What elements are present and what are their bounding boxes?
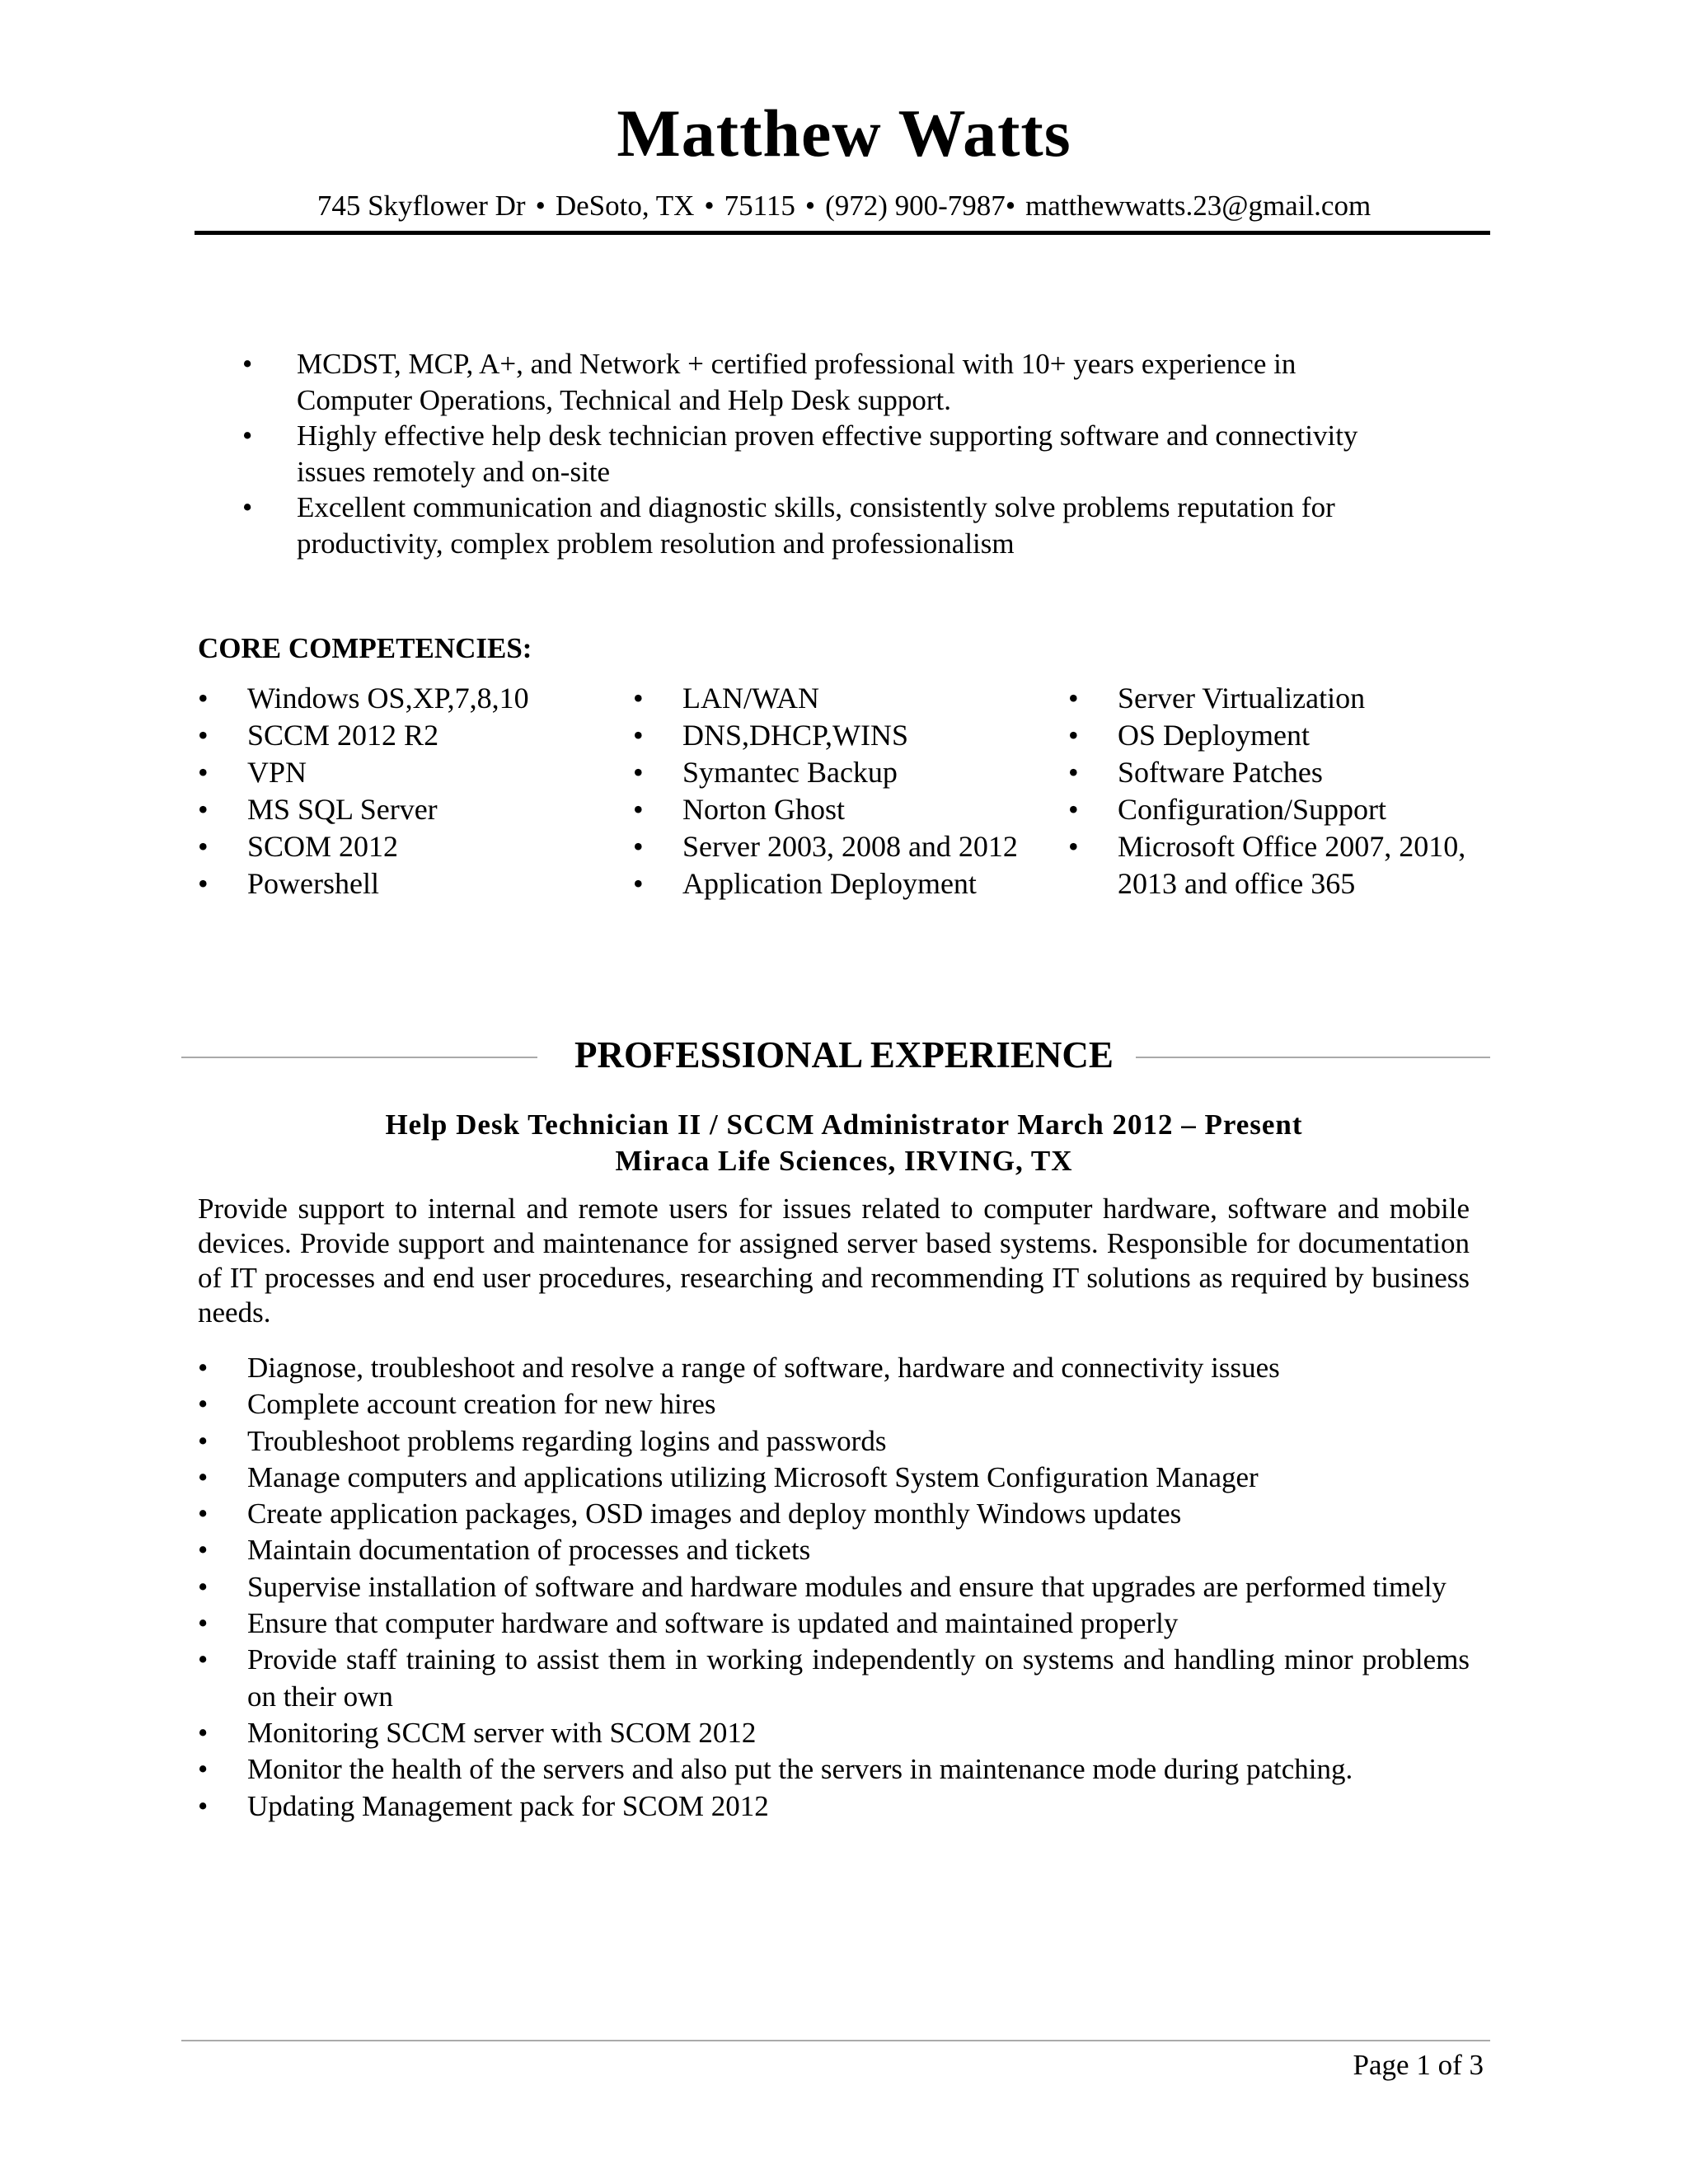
bullet-icon: • <box>633 756 644 789</box>
bullet-icon: • <box>198 1497 209 1530</box>
duty-item <box>198 1715 1470 1751</box>
bullet-icon: • <box>198 756 209 789</box>
bullet-icon: • <box>198 867 209 900</box>
bullet-icon: • <box>198 1643 209 1676</box>
bullet-icon: • <box>1068 830 1079 863</box>
competency-item <box>633 791 1062 828</box>
competency-text: Norton Ghost <box>682 793 845 826</box>
bullet-icon: • <box>198 1352 209 1384</box>
competency-item <box>1068 754 1497 791</box>
duty-text: Updating Management pack for SCOM 2012 <box>247 1789 769 1822</box>
competency-item <box>633 828 1062 865</box>
competency-text: Windows OS,XP,7,8,10 <box>247 682 529 715</box>
duty-text: Troubleshoot problems regarding logins and passwords <box>247 1424 887 1457</box>
address: 745 Skyflower Dr <box>316 190 526 222</box>
bullet-icon: • <box>633 682 644 715</box>
summary-line: productivity, complex problem resolution and professionalism <box>297 527 1015 560</box>
job-title: Help Desk Technician II / SCCM Administrator March 2012 – Present <box>385 1108 1303 1141</box>
duty-text: Monitoring SCCM server with SCOM 2012 <box>247 1716 757 1749</box>
competency-text: LAN/WAN <box>682 682 819 715</box>
competency-text: DNS,DHCP,WINS <box>682 719 909 752</box>
bullet-icon: • <box>198 1388 209 1421</box>
competency-text: Microsoft Office 2007, 2010, <box>1118 830 1466 863</box>
bullet-icon: • <box>1068 719 1079 752</box>
competency-item <box>198 828 626 865</box>
header-divider <box>195 231 1490 235</box>
duty-item <box>198 1532 1470 1568</box>
competency-text: SCCM 2012 R2 <box>247 719 439 752</box>
duty-text: Monitor the health of the servers and also put the servers in maintenance mode during patching. <box>247 1753 1353 1786</box>
city: DeSoto, TX <box>555 190 695 222</box>
email: matthewwatts.23@gmail.com <box>1025 190 1372 222</box>
competency-item <box>633 680 1062 717</box>
job-description: Provide support to internal and remote users for issues related to computer hardware, software and mobile devices. Provide support and maintenance for assigned server based systems. Responsible for documentation of IT processes and end user procedures, researching and recommending IT solutions as required by business needs. <box>198 1193 1470 1329</box>
bullet-icon: • <box>198 1607 209 1640</box>
duty-item <box>198 1386 1470 1422</box>
duty-item <box>198 1460 1470 1496</box>
bullet-icon: • <box>198 1789 209 1822</box>
competency-column-1 <box>198 680 626 902</box>
summary-list <box>195 346 1447 561</box>
summary-line: Highly effective help desk technician proven effective supporting software and connectivity <box>297 419 1358 452</box>
separator: • <box>704 190 715 222</box>
bullet-icon: • <box>1068 793 1079 826</box>
competency-text: Application Deployment <box>682 867 977 900</box>
competency-item <box>198 680 626 717</box>
competency-column-2 <box>633 680 1062 902</box>
competency-text: VPN <box>247 756 307 789</box>
competency-text: Server 2003, 2008 and 2012 <box>682 830 1018 863</box>
duty-text: Maintain documentation of processes and tickets <box>247 1534 811 1567</box>
bullet-icon: • <box>633 830 644 863</box>
bullet-icon: • <box>198 719 209 752</box>
duty-text: Manage computers and applications utilizing Microsoft System Configuration Manager <box>247 1460 1259 1493</box>
competency-item <box>1068 828 1497 902</box>
duty-item <box>198 1788 1470 1825</box>
bullet-icon: • <box>198 1716 209 1749</box>
competency-text: 2013 and office 365 <box>1118 867 1356 900</box>
competency-item <box>633 717 1062 754</box>
competency-text: MS SQL Server <box>247 793 438 826</box>
summary-line: Excellent communication and diagnostic skills, consistently solve problems reputation for <box>297 491 1335 523</box>
page-number: Page 1 of 3 <box>1353 2049 1484 2081</box>
competency-item <box>198 865 626 902</box>
competency-item <box>633 865 1062 902</box>
duty-item <box>198 1350 1470 1386</box>
summary-item <box>195 418 1447 490</box>
competency-text: Server Virtualization <box>1118 682 1366 715</box>
summary-line: issues remotely and on-site <box>297 455 611 488</box>
core-competencies-heading: CORE COMPETENCIES: <box>198 632 532 664</box>
competency-item <box>198 754 626 791</box>
job-company: Miraca Life Sciences, IRVING, TX <box>615 1145 1073 1177</box>
duty-item <box>198 1642 1470 1715</box>
bullet-icon: • <box>633 793 644 826</box>
competency-text: Powershell <box>247 867 379 900</box>
competency-item <box>1068 791 1497 828</box>
competency-column-3 <box>1068 680 1497 902</box>
duty-item <box>198 1569 1470 1605</box>
summary-line: MCDST, MCP, A+, and Network + certified professional with 10+ years experience in <box>297 348 1296 380</box>
duty-text: Ensure that computer hardware and software is updated and maintained properly <box>247 1607 1179 1640</box>
bullet-icon: • <box>198 1753 209 1786</box>
footer-divider <box>181 2040 1490 2041</box>
competency-item <box>198 791 626 828</box>
bullet-icon: • <box>198 682 209 715</box>
competency-text: Configuration/Support <box>1118 793 1386 826</box>
bullet-icon: • <box>242 491 253 523</box>
summary-item <box>195 490 1447 561</box>
competency-text: Symantec Backup <box>682 756 898 789</box>
duties-list <box>198 1350 1470 1825</box>
competency-item <box>1068 717 1497 754</box>
bullet-icon: • <box>198 793 209 826</box>
summary-item <box>195 346 1447 418</box>
summary-line: Computer Operations, Technical and Help Desk support. <box>297 383 951 416</box>
duty-text: Supervise installation of software and hardware modules and ensure that upgrades are performed timely <box>247 1570 1447 1603</box>
competency-item <box>633 754 1062 791</box>
competency-text: OS Deployment <box>1118 719 1310 752</box>
separator: • <box>804 190 816 222</box>
competency-text: SCOM 2012 <box>247 830 399 863</box>
bullet-icon: • <box>633 719 644 752</box>
bullet-icon: • <box>1068 756 1079 789</box>
separator: • <box>535 190 546 222</box>
competency-text: Software Patches <box>1118 756 1323 789</box>
duty-text: Complete account creation for new hires <box>247 1388 716 1421</box>
duty-item <box>198 1751 1470 1788</box>
duty-item <box>198 1423 1470 1460</box>
duty-item <box>198 1496 1470 1532</box>
duty-text: Create application packages, OSD images and deploy monthly Windows updates <box>247 1497 1182 1530</box>
zip: 75115 <box>724 190 795 222</box>
bullet-icon: • <box>198 830 209 863</box>
bullet-icon: • <box>242 348 253 380</box>
bullet-icon: • <box>198 1534 209 1567</box>
competency-item <box>198 717 626 754</box>
duty-text: Provide staff training to assist them in working independently on systems and handling minor problems on their own <box>247 1643 1470 1713</box>
competency-item <box>1068 680 1497 717</box>
contact-line <box>0 188 1688 224</box>
bullet-icon: • <box>198 1570 209 1603</box>
candidate-name: Matthew Watts <box>617 96 1071 171</box>
bullet-icon: • <box>198 1424 209 1457</box>
bullet-icon: • <box>1068 682 1079 715</box>
bullet-icon: • <box>633 867 644 900</box>
separator: • <box>1005 190 1016 222</box>
bullet-icon: • <box>242 419 253 452</box>
bullet-icon: • <box>198 1460 209 1493</box>
duty-text: Diagnose, troubleshoot and resolve a range of software, hardware and connectivity issues <box>247 1352 1280 1384</box>
experience-heading: PROFESSIONAL EXPERIENCE <box>574 1034 1114 1076</box>
phone: (972) 900-7987 <box>825 190 1006 222</box>
duty-item <box>198 1605 1470 1642</box>
